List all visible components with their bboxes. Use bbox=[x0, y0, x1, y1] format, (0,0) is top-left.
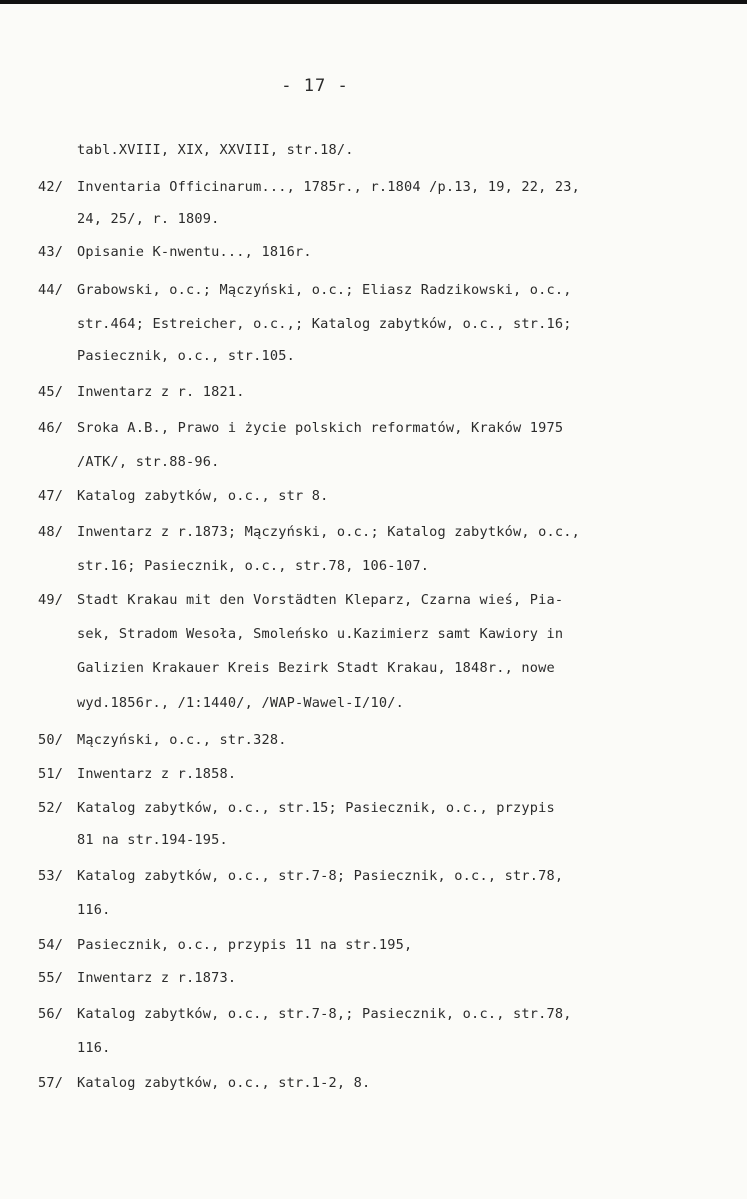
footnote-text: str.464; Estreicher, o.c.,; Katalog zabytków, o.c., str.16; bbox=[77, 316, 572, 332]
footnote-line bbox=[38, 522, 580, 542]
footnote-text: Katalog zabytków, o.c., str 8. bbox=[77, 488, 329, 504]
footnote-number: 47/ bbox=[38, 488, 64, 504]
footnote-number: 45/ bbox=[38, 384, 64, 400]
footnote-text: Opisanie K-nwentu..., 1816r. bbox=[77, 244, 312, 260]
footnote-text: 116. bbox=[77, 1040, 111, 1056]
footnote-line bbox=[38, 1073, 370, 1093]
footnote-text: tabl.XVIII, XIX, XXVIII, str.18/. bbox=[77, 142, 354, 158]
footnote-text: 81 na str.194-195. bbox=[77, 832, 228, 848]
footnote-line bbox=[38, 968, 236, 988]
footnote-text: 24, 25/, r. 1809. bbox=[77, 211, 220, 227]
footnote-text: Katalog zabytków, o.c., str.15; Pasiecznik, o.c., przypis bbox=[77, 800, 555, 816]
footnote-number: 51/ bbox=[38, 766, 64, 782]
scan-top-edge bbox=[0, 0, 747, 4]
footnote-line bbox=[38, 177, 580, 197]
footnote-text: Katalog zabytków, o.c., str.7-8,; Pasiecznik, o.c., str.78, bbox=[77, 1006, 572, 1022]
footnote-line bbox=[77, 209, 220, 229]
footnote-line bbox=[38, 280, 572, 300]
footnote-line bbox=[77, 314, 572, 334]
footnote-line bbox=[77, 140, 354, 160]
footnote-line bbox=[77, 452, 220, 472]
footnote-number: 44/ bbox=[38, 282, 64, 298]
footnote-number: 56/ bbox=[38, 1006, 64, 1022]
footnote-line bbox=[77, 346, 295, 366]
footnote-text: Inventaria Officinarum..., 1785r., r.1804 /p.13, 19, 22, 23, bbox=[77, 179, 581, 195]
footnote-text: Inwentarz z r.1873. bbox=[77, 970, 237, 986]
footnote-line bbox=[77, 556, 429, 576]
footnote-text: 116. bbox=[77, 902, 111, 918]
footnote-text: Inwentarz z r. 1821. bbox=[77, 384, 245, 400]
footnote-line bbox=[38, 798, 555, 818]
page-number: - 17 - bbox=[281, 76, 349, 96]
footnote-text: Inwentarz z r.1873; Mączyński, o.c.; Katalog zabytków, o.c., bbox=[77, 524, 581, 540]
footnote-number: 50/ bbox=[38, 732, 64, 748]
footnote-text: Inwentarz z r.1858. bbox=[77, 766, 237, 782]
footnote-text: Stadt Krakau mit den Vorstädten Kleparz, Czarna wieś, Pia- bbox=[77, 592, 564, 608]
footnote-line bbox=[77, 1038, 111, 1058]
footnote-line bbox=[77, 624, 563, 644]
footnote-line bbox=[77, 658, 555, 678]
footnote-line bbox=[38, 590, 563, 610]
footnote-number: 57/ bbox=[38, 1075, 64, 1091]
footnote-line bbox=[77, 900, 111, 920]
footnote-line bbox=[38, 418, 563, 438]
footnote-line bbox=[38, 242, 312, 262]
footnote-number: 52/ bbox=[38, 800, 64, 816]
footnote-text: Katalog zabytków, o.c., str.1-2, 8. bbox=[77, 1075, 371, 1091]
footnote-text: Katalog zabytków, o.c., str.7-8; Pasiecznik, o.c., str.78, bbox=[77, 868, 564, 884]
footnote-text: Pasiecznik, o.c., str.105. bbox=[77, 348, 295, 364]
footnote-text: Grabowski, o.c.; Mączyński, o.c.; Eliasz Radzikowski, o.c., bbox=[77, 282, 572, 298]
footnote-line bbox=[38, 935, 412, 955]
footnote-text: sek, Stradom Wesoła, Smoleńsko u.Kazimierz samt Kawiory in bbox=[77, 626, 564, 642]
footnote-line bbox=[38, 764, 236, 784]
footnote-text: Mączyński, o.c., str.328. bbox=[77, 732, 287, 748]
footnote-text: /ATK/, str.88-96. bbox=[77, 454, 220, 470]
footnote-line bbox=[77, 830, 228, 850]
footnote-number: 46/ bbox=[38, 420, 64, 436]
footnote-line bbox=[38, 382, 245, 402]
footnote-number: 49/ bbox=[38, 592, 64, 608]
footnote-number: 54/ bbox=[38, 937, 64, 953]
footnote-text: str.16; Pasiecznik, o.c., str.78, 106-107. bbox=[77, 558, 430, 574]
footnote-line bbox=[38, 730, 287, 750]
footnote-line bbox=[38, 486, 329, 506]
footnote-text: Galizien Krakauer Kreis Bezirk Stadt Krakau, 1848r., nowe bbox=[77, 660, 555, 676]
footnote-text: Pasiecznik, o.c., przypis 11 na str.195, bbox=[77, 937, 413, 953]
footnote-number: 42/ bbox=[38, 179, 64, 195]
footnote-text: wyd.1856r., /1:1440/, /WAP-Wawel-I/10/. bbox=[77, 695, 404, 711]
footnote-line bbox=[77, 693, 404, 713]
footnote-line bbox=[38, 866, 563, 886]
footnote-number: 53/ bbox=[38, 868, 64, 884]
footnote-text: Sroka A.B., Prawo i życie polskich reformatów, Kraków 1975 bbox=[77, 420, 564, 436]
footnote-number: 55/ bbox=[38, 970, 64, 986]
footnote-number: 48/ bbox=[38, 524, 64, 540]
footnote-number: 43/ bbox=[38, 244, 64, 260]
footnote-line bbox=[38, 1004, 572, 1024]
